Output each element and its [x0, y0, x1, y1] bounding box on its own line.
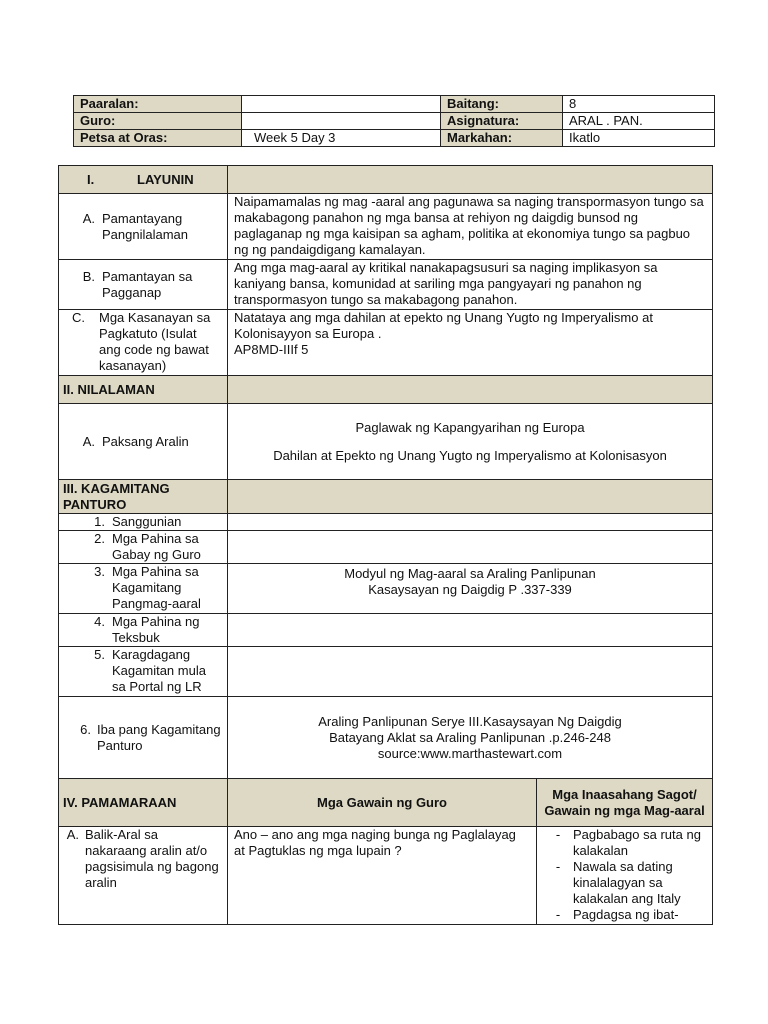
guro-label: Guro:: [74, 113, 242, 130]
layunin-a-text: Naipamamalas ng mag -aaral ang pagunawa sa naging transpormasyon tungo sa makabagong panahon ng mga bansa at rehiyon ng daigdig bunsod ng paglaganap ng mga kaisipan sa agham, politika at ekonomiya tungo sa pagbuo ng ng pandaigdigang kamalayan.: [228, 194, 713, 260]
markahan-label: Markahan:: [441, 130, 563, 147]
layunin-a-row: [59, 194, 713, 260]
pamamaraan-heading: IV. PAMAMARAAN: [59, 779, 228, 827]
kagamitan-3-num: 3.: [94, 564, 105, 579]
nilalaman-a-label: Paksang Aralin: [102, 433, 189, 449]
layunin-header-row: [59, 166, 713, 194]
kagamitan-5-value: [228, 647, 713, 697]
kagamitan-6-value3: source:www.marthastewart.com: [377, 745, 563, 761]
pamamaraan-a-guro: Ano – ano ang mga naging bunga ng Paglalayag at Pagtuklas ng mga lupain ?: [228, 827, 537, 925]
kagamitan-6-num: 6.: [80, 721, 91, 737]
nilalaman-heading: II. NILALAMAN: [59, 376, 228, 404]
layunin-b-label-cell: [59, 260, 228, 310]
layunin-b-row: [59, 260, 713, 310]
layunin-b-num: B.: [82, 268, 95, 284]
kagamitan-1-label: Sanggunian: [112, 514, 182, 529]
kagamitan-5-num: 5.: [94, 647, 105, 662]
baitang-label: Baitang:: [441, 96, 563, 113]
paaralan-label: Paaralan:: [74, 96, 242, 113]
petsa-value: Week 5 Day 3: [242, 130, 441, 147]
layunin-b-text: Ang mga mag-aaral ay kritikal nanakapagsusuri sa naging implikasyon sa kaniyang bansa, komunidad at sariling mga pangyayari ng panahon ng transpormasyon tungo sa makabagong panahon.: [228, 260, 713, 310]
kagamitan-heading: III. KAGAMITANG PANTURO: [59, 480, 228, 514]
kagamitan-row-2: [59, 531, 713, 564]
layunin-a-num: A.: [82, 210, 95, 226]
baitang-value: 8: [563, 96, 715, 113]
kagamitan-3-value-cell: [228, 564, 713, 614]
layunin-header-fill: [228, 166, 713, 194]
kagamitan-6-value1: Araling Panlipunan Serye III.Kasaysayan Ng Daigdig: [318, 713, 622, 729]
paksang-aralin-line1: Paglawak ng Kapangyarihan ng Europa: [355, 419, 585, 435]
layunin-a-label: Pamantayang Pangnilalaman: [102, 210, 189, 242]
kagamitan-4-label: Mga Pahina ng Teksbuk: [112, 614, 200, 645]
gawain-guro-heading: Mga Gawain ng Guro: [228, 779, 537, 827]
layunin-c-row: [59, 310, 713, 376]
header-row-1: [74, 96, 715, 113]
nilalaman-a-row: [59, 404, 713, 480]
kagamitan-4-num: 4.: [94, 614, 105, 629]
pamamaraan-a-sagot-cell: [537, 827, 713, 925]
pamamaraan-a-label-cell: [59, 827, 228, 925]
nilalaman-a-num: A.: [82, 433, 95, 449]
inaasahang-sagot-heading: Mga Inaasahang Sagot/ Gawain ng mga Mag-aaral: [537, 779, 713, 827]
paaralan-value: [242, 96, 441, 113]
sagot-item: - Pagbabago sa ruta ng kalakalan: [555, 827, 701, 858]
pamamaraan-header-row: [59, 779, 713, 827]
layunin-title: LAYUNIN: [137, 171, 194, 187]
nilalaman-header-row: [59, 376, 713, 404]
lesson-plan-table: [58, 165, 713, 925]
layunin-c-label: Mga Kasanayan sa Pagkatuto (Isulat ang code ng bawat kasanayan): [99, 310, 211, 373]
kagamitan-row-4: [59, 614, 713, 647]
kagamitan-6-value-cell: [228, 697, 713, 779]
kagamitan-3-value2: Kasaysayan ng Daigdig P .337-339: [368, 582, 572, 597]
paksang-aralin-cell: [228, 404, 713, 480]
nilalaman-a-label-cell: [59, 404, 228, 480]
markahan-value: Ikatlo: [563, 130, 715, 147]
pamamaraan-a-num: A.: [66, 827, 79, 842]
nilalaman-header-fill: [228, 376, 713, 404]
kagamitan-row-6: [59, 697, 713, 779]
kagamitan-1-value: [228, 514, 713, 531]
kagamitan-row-3: [59, 564, 713, 614]
kagamitan-6-label: Iba pang Kagamitang Panturo: [97, 721, 221, 753]
header-row-3: [74, 130, 715, 147]
guro-value: [242, 113, 441, 130]
kagamitan-2-num: 2.: [94, 531, 105, 546]
asignatura-value: ARAL . PAN.: [563, 113, 715, 130]
layunin-num: I.: [87, 171, 95, 187]
sagot-item: - Nawala sa dating kinalalagyan sa kalakalan ang Italy: [555, 859, 681, 906]
kagamitan-header-row: [59, 480, 713, 514]
pamamaraan-a-row: [59, 827, 713, 925]
layunin-c-cell: [228, 310, 713, 376]
layunin-c-text: Natataya ang mga dahilan at epekto ng Unang Yugto ng Imperyalismo at Kolonisayyon sa Europa .: [234, 310, 653, 341]
kagamitan-row-5: [59, 647, 713, 697]
paksang-aralin-line2: Dahilan at Epekto ng Unang Yugto ng Imperyalismo at Kolonisasyon: [273, 447, 667, 463]
header-table: [73, 95, 715, 147]
layunin-c-code: AP8MD-IIIf 5: [234, 342, 309, 357]
pamamaraan-a-label: Balik-Aral sa nakaraang aralin at/o pagsisimula ng bagong aralin: [85, 827, 219, 890]
layunin-a-label-cell: [59, 194, 228, 260]
kagamitan-3-label: Mga Pahina sa Kagamitang Pangmag-aaral: [112, 564, 201, 611]
layunin-c-label-cell: [59, 310, 228, 376]
header-row-2: [74, 113, 715, 130]
kagamitan-6-value2: Batayang Aklat sa Araling Panlipunan .p.246-248: [329, 729, 611, 745]
kagamitan-4-value: [228, 614, 713, 647]
layunin-c-num: C.: [72, 310, 85, 325]
asignatura-label: Asignatura:: [441, 113, 563, 130]
kagamitan-3-value1: Modyul ng Mag-aaral sa Araling Panlipunan: [344, 566, 596, 581]
sagot-item: - Pagdagsa ng ibat-: [555, 907, 679, 922]
kagamitan-header-fill: [228, 480, 713, 514]
layunin-heading: [59, 166, 228, 194]
layunin-b-label: Pamantayan sa Pagganap: [102, 268, 193, 300]
kagamitan-1-num: 1.: [94, 514, 105, 529]
kagamitan-2-value: [228, 531, 713, 564]
kagamitan-5-label: Karagdagang Kagamitan mula sa Portal ng LR: [112, 647, 206, 694]
petsa-label: Petsa at Oras:: [74, 130, 242, 147]
kagamitan-2-label: Mga Pahina sa Gabay ng Guro: [112, 531, 201, 562]
kagamitan-row-1: [59, 514, 713, 531]
